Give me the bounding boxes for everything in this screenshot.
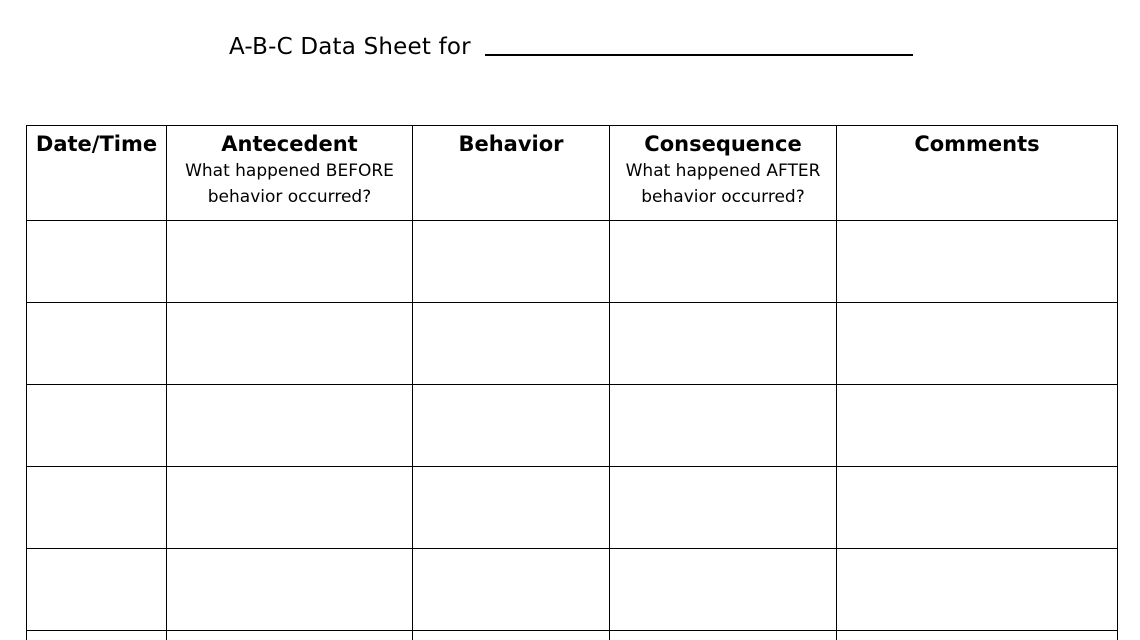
- antecedent-cell[interactable]: [167, 549, 413, 631]
- behavior-cell[interactable]: [413, 221, 610, 303]
- consequence-cell[interactable]: [610, 549, 837, 631]
- behavior-cell[interactable]: [413, 549, 610, 631]
- comments-cell[interactable]: [837, 467, 1118, 549]
- table-row: [27, 467, 1118, 549]
- behavior-cell[interactable]: [413, 303, 610, 385]
- behavior-cell[interactable]: [413, 467, 610, 549]
- table-row: [27, 549, 1118, 631]
- consequence-cell[interactable]: [610, 221, 837, 303]
- comments-cell[interactable]: [837, 549, 1118, 631]
- antecedent-cell[interactable]: [167, 303, 413, 385]
- behavior-cell[interactable]: [413, 631, 610, 640]
- comments-cell[interactable]: [837, 385, 1118, 467]
- name-blank-line[interactable]: [485, 54, 913, 56]
- consequence-cell[interactable]: [610, 467, 837, 549]
- date-time-cell[interactable]: [27, 385, 167, 467]
- consequence-cell[interactable]: [610, 631, 837, 640]
- column-header-consequence: [610, 126, 837, 221]
- title-row: [229, 34, 913, 60]
- date-time-cell[interactable]: [27, 221, 167, 303]
- column-header-antecedent: [167, 126, 413, 221]
- header-row: [27, 126, 1118, 221]
- table-row: [27, 221, 1118, 303]
- comments-cell[interactable]: [837, 631, 1118, 640]
- consequence-cell[interactable]: [610, 303, 837, 385]
- sheet-title: A-B-C Data Sheet for: [229, 34, 471, 60]
- column-heading: Behavior: [458, 132, 564, 156]
- column-heading: Antecedent: [221, 132, 358, 156]
- table-row: [27, 303, 1118, 385]
- table-body: [27, 221, 1118, 640]
- date-time-cell[interactable]: [27, 467, 167, 549]
- date-time-cell[interactable]: [27, 631, 167, 640]
- column-heading: Date/Time: [35, 132, 158, 156]
- antecedent-cell[interactable]: [167, 467, 413, 549]
- column-heading: Comments: [914, 132, 1040, 156]
- antecedent-cell[interactable]: [167, 631, 413, 640]
- column-header-behavior: [413, 126, 610, 221]
- date-time-cell[interactable]: [27, 303, 167, 385]
- column-subheading: What happened AFTER behavior occurred?: [625, 161, 821, 207]
- behavior-cell[interactable]: [413, 385, 610, 467]
- antecedent-cell[interactable]: [167, 385, 413, 467]
- antecedent-cell[interactable]: [167, 221, 413, 303]
- column-subheading: What happened BEFORE behavior occurred?: [185, 161, 394, 207]
- column-heading: Consequence: [644, 132, 802, 156]
- comments-cell[interactable]: [837, 303, 1118, 385]
- consequence-cell[interactable]: [610, 385, 837, 467]
- table-row: [27, 385, 1118, 467]
- date-time-cell[interactable]: [27, 549, 167, 631]
- abc-data-table: [26, 125, 1118, 640]
- table-row: [27, 631, 1118, 640]
- column-header-comments: [837, 126, 1118, 221]
- column-header-date-time: [27, 126, 167, 221]
- comments-cell[interactable]: [837, 221, 1118, 303]
